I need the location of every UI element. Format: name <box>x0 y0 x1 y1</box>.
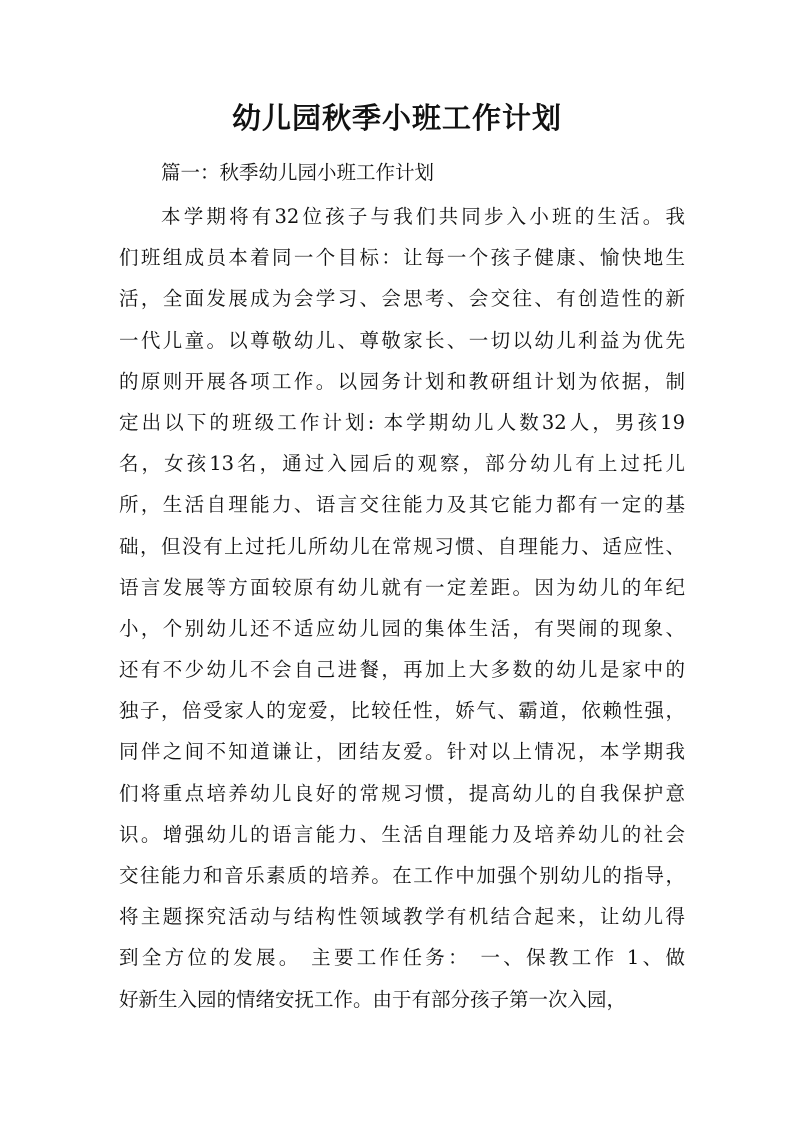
text-line: 好新生入园的情绪安抚工作。由于有部分孩子第一次入园， <box>119 987 627 1011</box>
text-line: 交往能力和音乐素质的培养。在工作中加强个别幼儿的指导， <box>119 864 685 887</box>
text-line: 一代儿童。以尊敬幼儿、尊敬家长、一切以幼儿利益为优先 <box>119 328 685 352</box>
text-line: 到全方位的发展。 主要工作任务： 一、保教工作 1、做 <box>119 946 685 970</box>
text-line: 名，女孩13名，通过入园后的观察，部分幼儿有上过托儿 <box>119 452 685 476</box>
text-line: 的原则开展各项工作。以园务计划和教研组计划为依据，制 <box>119 369 685 393</box>
text-line: 同伴之间不知道谦让，团结友爱。针对以上情况，本学期我 <box>119 740 685 764</box>
text-line: 将主题探究活动与结构性领域教学有机结合起来，让幼儿得 <box>119 905 685 929</box>
text-line: 们班组成员本着同一个目标：让每一个孩子健康、愉快地生 <box>119 246 685 270</box>
text-line: 础，但没有上过托儿所幼儿在常规习惯、自理能力、适应性、 <box>119 534 685 558</box>
text-line: 定出以下的班级工作计划: 本学期幼儿人数32人，男孩19 <box>119 410 685 434</box>
text-line: 语言发展等方面较原有幼儿就有一定差距。因为幼儿的年纪 <box>119 575 685 599</box>
text-line: 们将重点培养幼儿良好的常规习惯，提高幼儿的自我保护意 <box>119 781 685 805</box>
text-line: 识。增强幼儿的语言能力、生活自理能力及培养幼儿的社会 <box>119 822 685 846</box>
document-title: 幼儿园秋季小班工作计划 <box>231 101 562 135</box>
document-subtitle: 篇一：秋季幼儿园小班工作计划 <box>161 161 435 184</box>
body-text <box>119 202 685 1026</box>
text-line: 所，生活自理能力、语言交往能力及其它能力都有一定的基 <box>119 493 685 517</box>
text-line: 独子，倍受家人的宠爱，比较任性，娇气、霸道，依赖性强， <box>119 699 685 723</box>
text-line: 还有不少幼儿不会自己进餐，再加上大多数的幼儿是家中的 <box>119 658 685 682</box>
text-line: 活，全面发展成为会学习、会思考、会交往、有创造性的新 <box>119 287 685 311</box>
text-line: 小，个别幼儿还不适应幼儿园的集体生活，有哭闹的现象、 <box>119 616 685 640</box>
text-line: 本学期将有32位孩子与我们共同步入小班的生活。我 <box>161 205 685 228</box>
